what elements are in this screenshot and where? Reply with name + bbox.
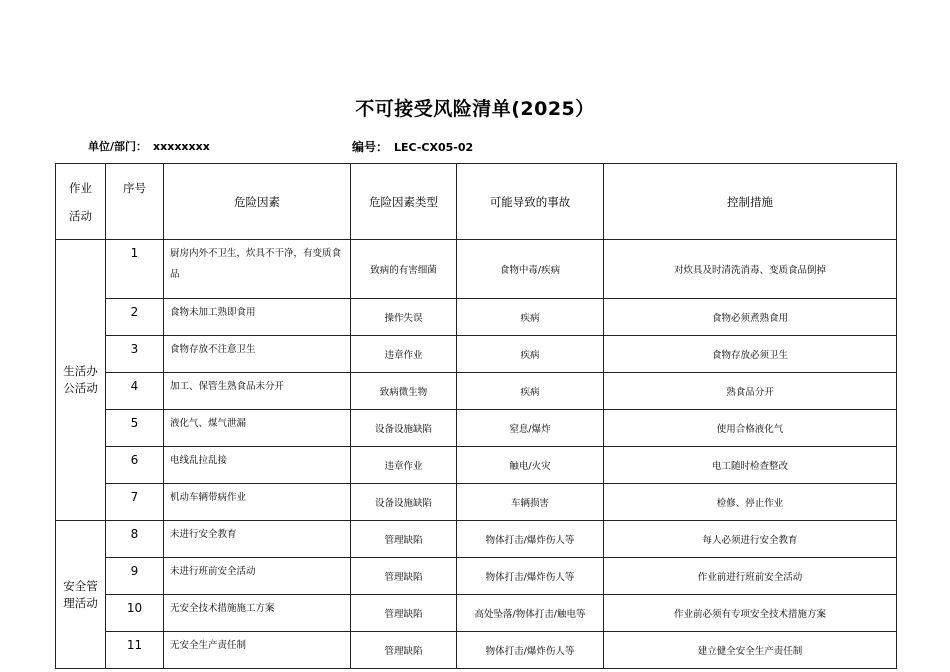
row-number: 8 (106, 521, 164, 558)
table-row (56, 595, 897, 632)
table-row (56, 521, 897, 558)
accident-cell: 物体打击/爆炸伤人等 (457, 558, 604, 595)
control-cell: 检修、停止作业 (604, 484, 897, 521)
type-cell: 管理缺陷 (351, 632, 457, 669)
activity-cell: 生活办公活动 (56, 240, 106, 521)
table-row (56, 558, 897, 595)
table-body (56, 240, 897, 669)
header-type: 危险因素类型 (351, 164, 457, 240)
control-cell: 对炊具及时清洗消毒、变质食品倒掉 (604, 240, 897, 299)
type-cell: 设备设施缺陷 (351, 410, 457, 447)
row-number: 2 (106, 299, 164, 336)
header-no: 序号 (106, 164, 164, 240)
row-number: 4 (106, 373, 164, 410)
type-cell: 操作失误 (351, 299, 457, 336)
type-cell: 违章作业 (351, 447, 457, 484)
table-row (56, 299, 897, 336)
risk-table (55, 163, 897, 669)
header-control: 控制措施 (604, 164, 897, 240)
control-cell: 作业前必须有专项安全技术措施方案 (604, 595, 897, 632)
header-activity (56, 164, 106, 240)
activity-cell: 安全管理活动 (56, 521, 106, 669)
code-field (352, 138, 473, 155)
factor-cell: 无安全生产责任制 (164, 632, 351, 669)
control-cell: 使用合格液化气 (604, 410, 897, 447)
factor-cell: 未进行班前安全活动 (164, 558, 351, 595)
table-row (56, 484, 897, 521)
unit-field (88, 138, 210, 154)
accident-cell: 车辆损害 (457, 484, 604, 521)
factor-cell: 未进行安全教育 (164, 521, 351, 558)
type-cell: 管理缺陷 (351, 595, 457, 632)
row-number: 6 (106, 447, 164, 484)
type-cell: 设备设施缺陷 (351, 484, 457, 521)
control-cell: 电工随时检查整改 (604, 447, 897, 484)
code-value: LEC-CX05-02 (394, 141, 474, 154)
factor-cell: 液化气、煤气泄漏 (164, 410, 351, 447)
type-cell: 管理缺陷 (351, 558, 457, 595)
unit-label: 单位/部门： (88, 140, 148, 153)
control-cell: 熟食品分开 (604, 373, 897, 410)
accident-cell: 疾病 (457, 336, 604, 373)
header-factor: 危险因素 (164, 164, 351, 240)
table-header-row (56, 164, 897, 240)
accident-cell: 食物中毒/疾病 (457, 240, 604, 299)
header-activity-text: 作业 活动 (69, 180, 92, 223)
table-row (56, 632, 897, 669)
factor-cell: 机动车辆带病作业 (164, 484, 351, 521)
control-cell: 食物必须煮熟食用 (604, 299, 897, 336)
factor-cell: 食物未加工熟即食用 (164, 299, 351, 336)
type-cell: 致病微生物 (351, 373, 457, 410)
row-number: 1 (106, 240, 164, 299)
table-row (56, 336, 897, 373)
factor-cell: 厨房内外不卫生，炊具不干净，有变质食品 (164, 240, 351, 299)
control-cell: 食物存放必须卫生 (604, 336, 897, 373)
accident-cell: 疾病 (457, 373, 604, 410)
table-row (56, 240, 897, 299)
accident-cell: 疾病 (457, 299, 604, 336)
type-cell: 致病的有害细菌 (351, 240, 457, 299)
accident-cell: 窒息/爆炸 (457, 410, 604, 447)
code-label: 编号： (352, 140, 389, 154)
accident-cell: 物体打击/爆炸伤人等 (457, 632, 604, 669)
row-number: 11 (106, 632, 164, 669)
accident-cell: 物体打击/爆炸伤人等 (457, 521, 604, 558)
document-title: 不可接受风险清单(2025） (355, 98, 595, 120)
type-cell: 违章作业 (351, 336, 457, 373)
factor-cell: 食物存放不注意卫生 (164, 336, 351, 373)
accident-cell: 触电/火灾 (457, 447, 604, 484)
table-row (56, 373, 897, 410)
unit-value: xxxxxxxx (153, 140, 210, 153)
table-row (56, 447, 897, 484)
header-accident: 可能导致的事故 (457, 164, 604, 240)
row-number: 7 (106, 484, 164, 521)
type-cell: 管理缺陷 (351, 521, 457, 558)
row-number: 3 (106, 336, 164, 373)
row-number: 5 (106, 410, 164, 447)
control-cell: 作业前进行班前安全活动 (604, 558, 897, 595)
control-cell: 建立健全安全生产责任制 (604, 632, 897, 669)
accident-cell: 高处坠落/物体打击/触电等 (457, 595, 604, 632)
control-cell: 每人必须进行安全教育 (604, 521, 897, 558)
factor-cell: 加工、保管生熟食品未分开 (164, 373, 351, 410)
row-number: 9 (106, 558, 164, 595)
factor-cell: 无安全技术措施施工方案 (164, 595, 351, 632)
row-number: 10 (106, 595, 164, 632)
table-row (56, 410, 897, 447)
factor-cell: 电线乱拉乱接 (164, 447, 351, 484)
